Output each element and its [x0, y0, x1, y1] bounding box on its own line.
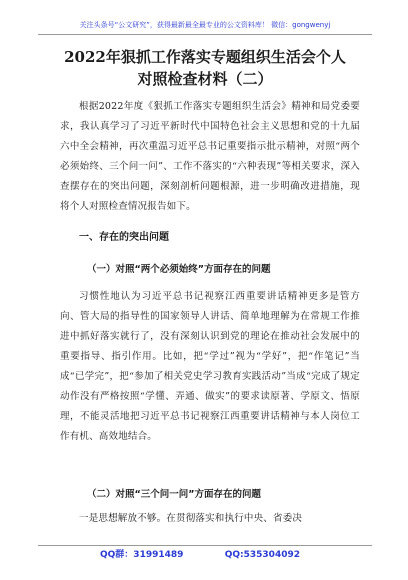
subsection-heading-2: （二）对照“三个问一问”方面存在的问题 — [87, 489, 261, 500]
subsection-1-paragraph: 习惯性地认为习近平总书记视察江西重要讲话精神更多是管方向、管大局的指导性的国家领导人讲话、简单地理解为在常规工作推进中抓好落实就行了，没有深刻认识到党的理论在推动社会发展中的重要指导、指引作用。比如，把“学过”视为“学好”，把“作笔记”当成“已学完”，把“参加了相关党史学习教育实践活动”当成“完成了规定动作没有严格按照“学懂、弄通、做实”的要求读原著、学原文、悟原理，不能灵活地把习近平总书记视察江西重要讲话精神与本人岗位工作有机、高效地结合。 — [60, 291, 360, 442]
title-line-2: 对照检查材料（二） — [137, 70, 273, 88]
document-title — [30, 46, 380, 90]
footer-divider — [38, 545, 372, 546]
subsection-2-paragraph: 一是思想解放不够。在贯彻落实和执行中央、省委决 — [79, 513, 303, 524]
subsection-heading-1: （一）对照“两个必须始终”方面存在的问题 — [87, 264, 271, 275]
section-heading: 一、存在的突出问题 — [79, 232, 169, 243]
intro-paragraph: 根据2022年度《狠抓工作落实专题组织生活会》精神和局党委要求，我认真学习了习近平新时代中国特色社会主义思想和党的十九届六中全会精神，再次重温习近平总书记重要指示批示精神，对照“两个必须始终、三个问一问”、工作不落实的“六种表现”等相关要求，深入查摆存在的突出问题，深刻剖析问题根源，进一步明确改进措施，现将个人对照检查情况报告如下。 — [60, 101, 360, 212]
title-line-1: 2022年狠抓工作落实专题组织生活会个人 — [64, 48, 346, 66]
footer-qq: QQ:535304092 — [224, 550, 300, 560]
footer-contact-banner — [100, 549, 300, 561]
footer-qq-group: QQ群：31991489 — [100, 550, 184, 560]
header-divider — [38, 34, 372, 35]
header-promo-banner: 关注头条号“公文研究”，获得最新最全最专业的公文资料库！ 微信：gongwenyj — [79, 21, 331, 29]
